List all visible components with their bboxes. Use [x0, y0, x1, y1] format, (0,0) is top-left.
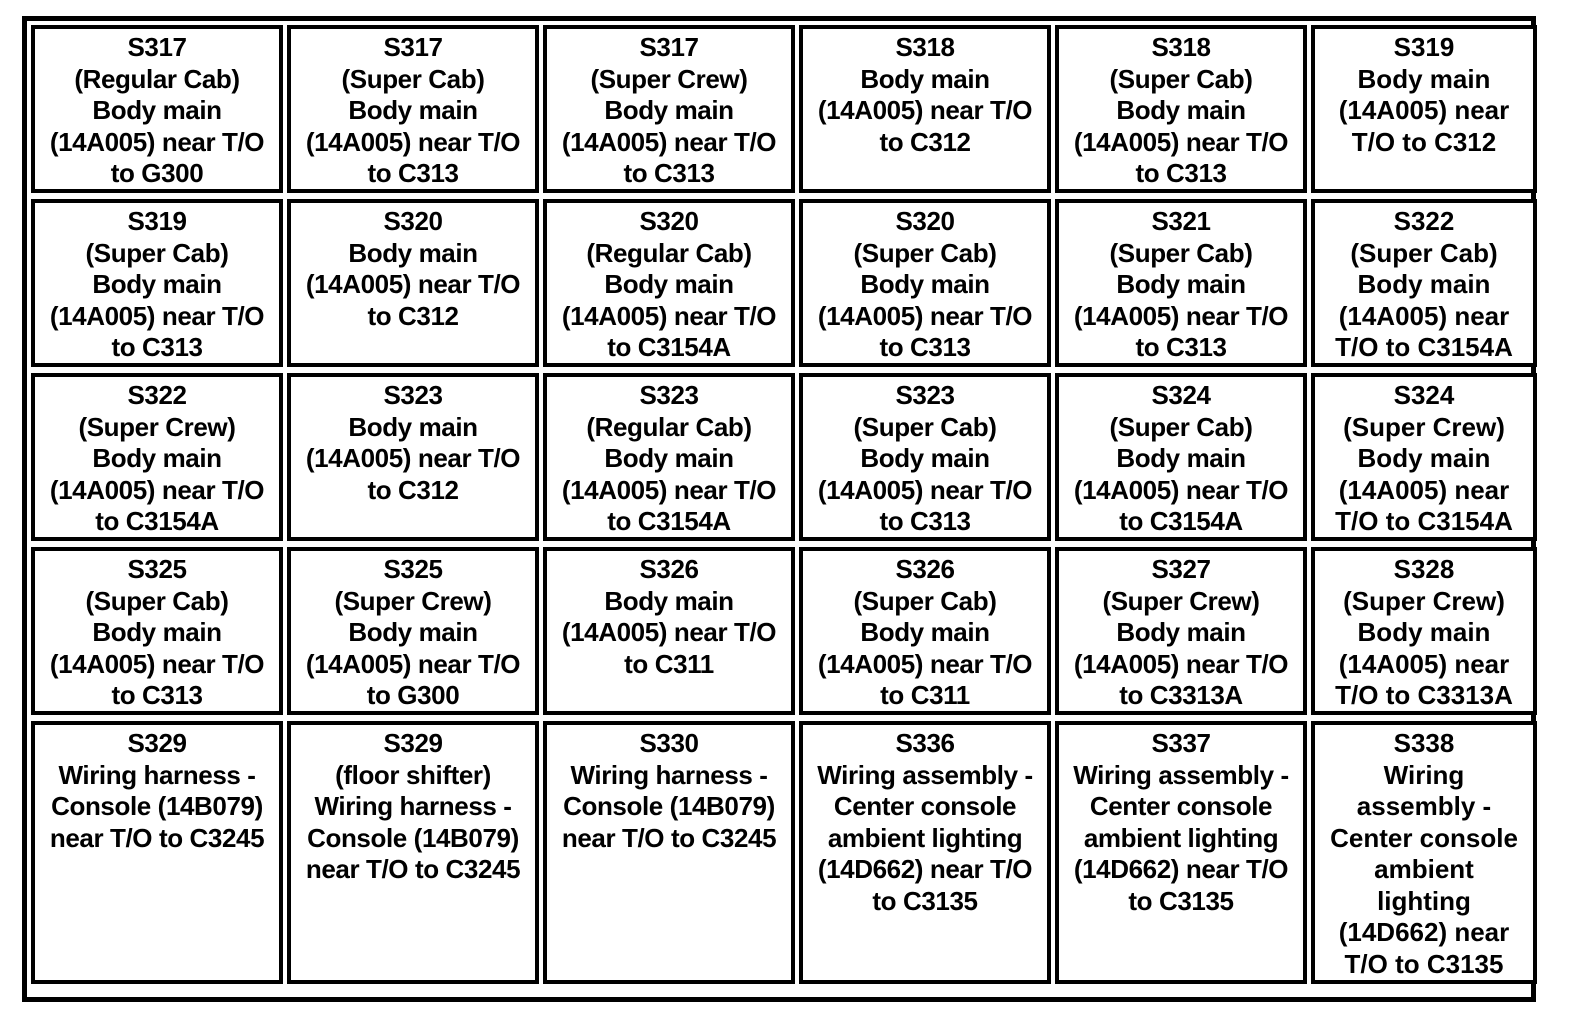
cell-text-line: (Super Crew): [78, 411, 236, 442]
cell-text-line: (14A005) near T/O: [817, 474, 1033, 505]
splice-id: S317: [639, 32, 699, 62]
cell-text-line: (Super Cab): [85, 585, 229, 616]
cell-text-line: Wiring harness -: [570, 759, 768, 790]
table-cell: [543, 25, 795, 193]
table-cell: [1055, 721, 1307, 984]
cell-text-line: Center console: [833, 791, 1017, 821]
table-cell: [1055, 547, 1307, 715]
cell-text-line: Console (14B079): [51, 791, 263, 821]
splice-id: S326: [895, 554, 955, 584]
splice-id: S323: [383, 380, 443, 410]
cell-text-line: (14A005) near: [1338, 300, 1510, 331]
cell-text-line: (14A005) near T/O: [561, 474, 777, 505]
table-cell: [1055, 25, 1307, 193]
cell-text-line: (14A005) near T/O: [1073, 126, 1289, 157]
cell-text-line: (Super Cab): [853, 411, 997, 442]
table-cell: [287, 721, 539, 984]
cell-text-line: Body main: [1357, 617, 1491, 647]
splice-id: S327: [1151, 554, 1211, 584]
cell-text-line: to C311: [880, 680, 970, 710]
table-cell: [543, 373, 795, 541]
cell-text-line: (Regular Cab): [586, 237, 752, 268]
cell-text-line: Body main: [92, 443, 222, 473]
cell-text-line: (14A005) near T/O: [817, 648, 1033, 679]
cell-text-line: (Super Cab): [341, 63, 485, 94]
splice-id: S318: [1151, 32, 1211, 62]
table-cell: [1055, 199, 1307, 367]
cell-text-line: T/O to C3135: [1344, 948, 1504, 979]
cell-text-line: Center console: [1330, 822, 1518, 853]
cell-text-line: to C3154A: [1119, 506, 1243, 536]
table-cell: [1311, 547, 1537, 715]
cell-text-line: T/O to C3154A: [1335, 506, 1513, 536]
cell-text-line: (14D662) near T/O: [817, 854, 1033, 884]
table-cell: [799, 721, 1051, 984]
splice-id: S323: [639, 380, 699, 410]
splice-id: S318: [895, 32, 955, 62]
cell-text-line: (Super Crew): [1343, 585, 1505, 616]
cell-text-line: to G300: [366, 680, 460, 710]
splice-id: S325: [127, 554, 187, 584]
splice-id: S317: [383, 32, 443, 62]
splice-id: S336: [895, 728, 955, 758]
cell-text-line: Body main: [1357, 269, 1491, 299]
table-cell: [1055, 373, 1307, 541]
splice-id: S320: [639, 206, 699, 236]
cell-text-line: near T/O to C3245: [561, 822, 777, 853]
table-cell: [543, 199, 795, 367]
cell-text-line: T/O to C3313A: [1335, 680, 1513, 710]
cell-text-line: Body main: [1357, 63, 1491, 94]
splice-id: S329: [383, 728, 443, 758]
cell-text-line: Body main: [604, 585, 734, 616]
cell-text-line: (Regular Cab): [74, 63, 240, 94]
cell-text-line: (14A005) near T/O: [49, 474, 265, 505]
cell-text-line: to C3154A: [607, 332, 731, 362]
table-cell: [287, 25, 539, 193]
cell-text-line: Body main: [92, 269, 222, 299]
splice-id: S319: [127, 206, 187, 236]
table-cell: [287, 373, 539, 541]
cell-text-line: Body main: [1116, 617, 1246, 647]
table-cell: [1311, 373, 1537, 541]
cell-text-line: lighting: [1377, 885, 1471, 916]
cell-text-line: ambient lighting: [1083, 822, 1279, 853]
cell-text-line: to C313: [111, 680, 203, 710]
table-cell: [31, 547, 283, 715]
splice-id: S329: [127, 728, 187, 758]
cell-text-line: Body main: [348, 411, 478, 442]
splice-id: S337: [1151, 728, 1211, 758]
cell-text-line: (14A005) near T/O: [305, 269, 521, 299]
cell-text-line: Body main: [604, 269, 734, 299]
cell-text-line: (Super Crew): [590, 63, 748, 94]
cell-text-line: to C312: [367, 474, 459, 505]
cell-text-line: ambient lighting: [827, 822, 1023, 853]
table-cell: [799, 199, 1051, 367]
cell-text-line: Body main: [348, 95, 478, 125]
table-cell: [1311, 199, 1537, 367]
cell-text-line: ambient: [1374, 854, 1474, 884]
cell-text-line: to C313: [1135, 158, 1227, 188]
cell-text-line: to C3154A: [607, 506, 731, 536]
cell-text-line: (14A005) near T/O: [49, 300, 265, 331]
cell-text-line: (14A005) near: [1338, 648, 1510, 679]
cell-text-line: (14A005) near T/O: [305, 126, 521, 157]
cell-text-line: Wiring: [1383, 759, 1465, 790]
cell-text-line: Body main: [1116, 269, 1246, 299]
table-cell: [287, 199, 539, 367]
cell-text-line: (14A005) near T/O: [817, 95, 1033, 125]
cell-text-line: to G300: [110, 158, 204, 188]
splice-table: [22, 16, 1536, 1002]
cell-text-line: (Regular Cab): [586, 411, 752, 442]
cell-text-line: (14A005) near T/O: [1073, 648, 1289, 679]
cell-text-line: to C313: [879, 332, 971, 362]
table-cell: [799, 373, 1051, 541]
cell-text-line: to C3313A: [1119, 680, 1243, 710]
splice-id: S338: [1393, 728, 1455, 758]
cell-text-line: to C3135: [1128, 885, 1234, 916]
cell-text-line: assembly -: [1356, 791, 1492, 821]
splice-id: S330: [639, 728, 699, 758]
cell-text-line: (14A005) near T/O: [1073, 474, 1289, 505]
cell-text-line: Body main: [1357, 443, 1491, 473]
cell-text-line: (Super Crew): [1102, 585, 1260, 616]
splice-id: S326: [639, 554, 699, 584]
cell-text-line: Body main: [860, 617, 990, 647]
cell-text-line: (14A005) near: [1338, 474, 1510, 505]
cell-text-line: (14A005) near T/O: [561, 126, 777, 157]
cell-text-line: (14A005) near T/O: [817, 300, 1033, 331]
cell-text-line: (Super Cab): [1109, 237, 1253, 268]
splice-id: S322: [1393, 206, 1455, 236]
cell-text-line: Wiring assembly -: [817, 759, 1033, 790]
cell-text-line: to C313: [879, 506, 971, 536]
splice-id: S322: [127, 380, 187, 410]
table-cell: [31, 373, 283, 541]
table-cell: [1311, 721, 1537, 984]
cell-text-line: (14A005) near T/O: [561, 617, 777, 647]
cell-text-line: near T/O to C3245: [49, 822, 265, 853]
cell-text-line: to C313: [1135, 332, 1227, 362]
cell-text-line: to C313: [111, 332, 203, 362]
table-cell: [543, 547, 795, 715]
splice-id: S320: [383, 206, 443, 236]
table-cell: [799, 25, 1051, 193]
cell-text-line: (Super Cab): [1109, 63, 1253, 94]
cell-text-line: near T/O to C3245: [305, 854, 521, 884]
cell-text-line: Console (14B079): [307, 822, 519, 853]
cell-text-line: Wiring harness -: [314, 791, 512, 821]
cell-text-line: Body main: [604, 443, 734, 473]
cell-text-line: (Super Cab): [85, 237, 229, 268]
cell-text-line: to C313: [367, 158, 459, 188]
cell-text-line: Console (14B079): [563, 791, 775, 821]
cell-text-line: Wiring assembly -: [1073, 759, 1289, 790]
cell-text-line: Body main: [604, 95, 734, 125]
cell-text-line: (Super Cab): [1350, 237, 1498, 268]
cell-text-line: Body main: [860, 63, 990, 94]
cell-text-line: T/O to C312: [1351, 126, 1497, 157]
cell-text-line: Wiring harness -: [58, 759, 256, 790]
table-cell: [1311, 25, 1537, 193]
cell-text-line: to C311: [624, 648, 714, 679]
cell-text-line: Body main: [1116, 443, 1246, 473]
cell-text-line: Body main: [348, 617, 478, 647]
cell-text-line: (Super Cab): [853, 237, 997, 268]
splice-id: S321: [1151, 206, 1211, 236]
cell-text-line: to C3135: [872, 885, 978, 916]
table-cell: [543, 721, 795, 984]
cell-text-line: (14A005) near T/O: [561, 300, 777, 331]
cell-text-line: to C313: [623, 158, 715, 188]
cell-text-line: (14A005) near T/O: [305, 648, 521, 679]
splice-id: S324: [1151, 380, 1211, 410]
splice-id: S320: [895, 206, 955, 236]
table-cell: [31, 25, 283, 193]
cell-text-line: (14A005) near T/O: [1073, 300, 1289, 331]
cell-text-line: Body main: [348, 237, 478, 268]
table-cell: [31, 721, 283, 984]
splice-id: S323: [895, 380, 955, 410]
cell-text-line: (Super Cab): [1109, 411, 1253, 442]
cell-text-line: Body main: [92, 617, 222, 647]
cell-text-line: (Super Cab): [853, 585, 997, 616]
splice-id: S319: [1393, 32, 1455, 62]
cell-text-line: to C312: [879, 126, 971, 157]
cell-text-line: Body main: [92, 95, 222, 125]
splice-id: S325: [383, 554, 443, 584]
splice-id: S317: [127, 32, 187, 62]
splice-id: S324: [1393, 380, 1455, 410]
cell-text-line: to C312: [367, 300, 459, 331]
cell-text-line: (14A005) near T/O: [49, 126, 265, 157]
cell-text-line: (14A005) near T/O: [49, 648, 265, 679]
cell-text-line: Center console: [1089, 791, 1273, 821]
cell-text-line: (Super Crew): [334, 585, 492, 616]
cell-text-line: (floor shifter): [335, 759, 491, 790]
cell-text-line: (14A005) near: [1338, 95, 1510, 125]
cell-text-line: Body main: [860, 269, 990, 299]
cell-text-line: to C3154A: [95, 506, 219, 536]
cell-text-line: Body main: [860, 443, 990, 473]
cell-text-line: (14D662) near: [1338, 917, 1510, 947]
cell-text-line: (Super Crew): [1343, 411, 1505, 442]
table-cell: [31, 199, 283, 367]
cell-text-line: (14A005) near T/O: [305, 443, 521, 473]
table-cell: [799, 547, 1051, 715]
cell-text-line: T/O to C3154A: [1335, 332, 1513, 362]
cell-text-line: (14D662) near T/O: [1073, 854, 1289, 884]
cell-text-line: Body main: [1116, 95, 1246, 125]
table-cell: [287, 547, 539, 715]
splice-id: S328: [1393, 554, 1455, 584]
